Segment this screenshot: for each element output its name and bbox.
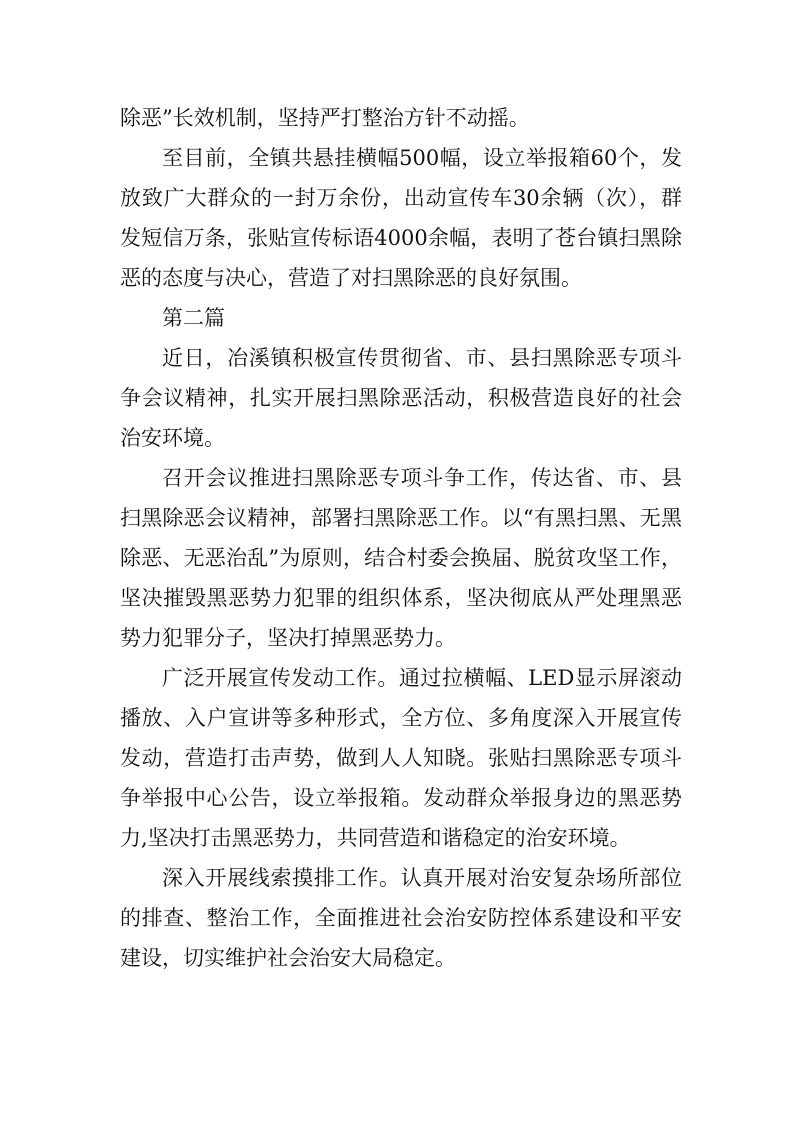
paragraph-intro: 近日，冶溪镇积极宣传贯彻省、市、县扫黑除恶专项斗争会议精神，扎实开展扫黑除恶活动，积极营造良好的社会治安环境。 <box>120 346 682 450</box>
paragraph-publicity: 广泛开展宣传发动工作。通过拉横幅、LED显示屏滚动播放、入户宣讲等多种形式，全方位、多角度深入开展宣传发动，营造打击声势，做到人人知晓。张贴扫黑除恶专项斗争举报中心公告，设立举报箱。发动群众举报身边的黑恶势力,坚决打击黑恶势力，共同营造和谐稳定的治安环境。 <box>120 666 682 850</box>
paragraph-meeting: 召开会议推进扫黑除恶专项斗争工作，传达省、市、县扫黑除恶会议精神，部署扫黑除恶工作。以“有黑扫黑、无黑除恶、无恶治乱”为原则，结合村委会换届、脱贫攻坚工作，坚决摧毁黑恶势力犯罪的组织体系，坚决彻底从严处理黑恶势力犯罪分子，坚决打掉黑恶势力。 <box>120 466 682 650</box>
section-heading: 第二篇 <box>162 306 225 330</box>
paragraph-investigation: 深入开展线索摸排工作。认真开展对治安复杂场所部位的排查、整治工作，全面推进社会治安防控体系建设和平安建设，切实维护社会治安大局稳定。 <box>120 866 682 970</box>
paragraph-statistics: 至目前，全镇共悬挂横幅500幅，设立举报箱60个，发放致广大群众的一封万余份，出动宣传车30余辆（次），群发短信万条，张贴宣传标语4000余幅，表明了苍台镇扫黑除恶的态度与决心，营造了对扫黑除恶的良好氛围。 <box>120 146 682 290</box>
paragraph-continuation: 除恶”长效机制，坚持严打整治方针不动摇。 <box>120 106 530 130</box>
document-body <box>120 98 682 978</box>
